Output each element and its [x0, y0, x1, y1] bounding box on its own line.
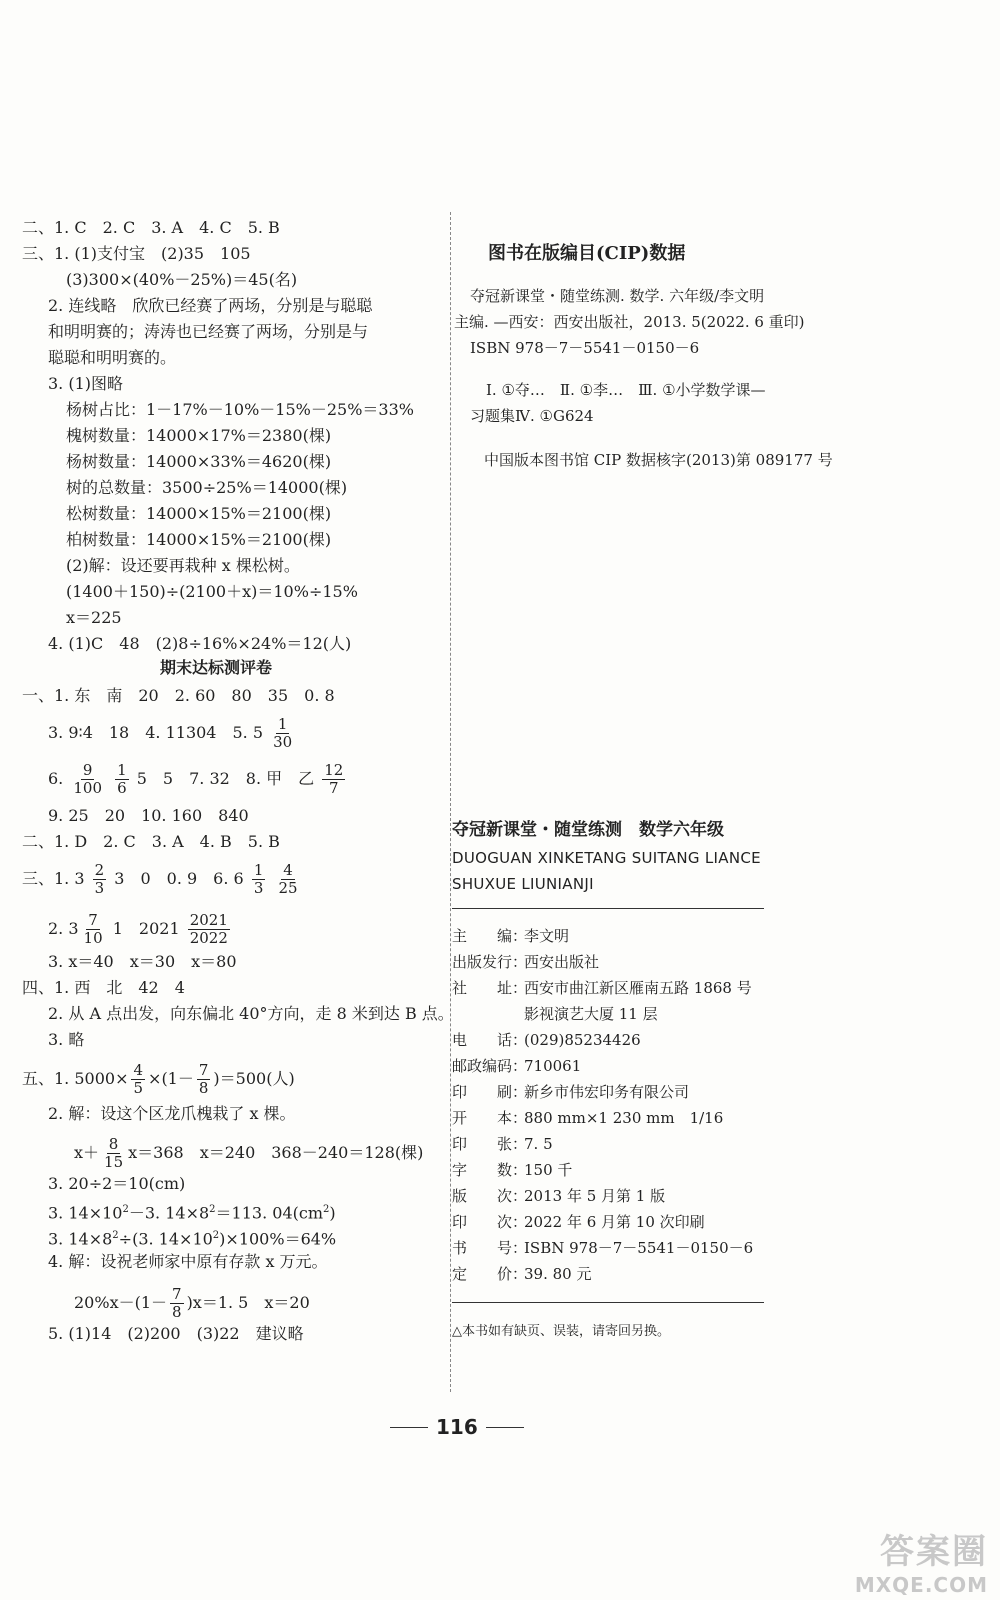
info-row: 字 数：150 千 — [452, 1161, 573, 1179]
page-number-dash — [486, 1427, 524, 1428]
book-title: 夺冠新课堂・随堂练测 数学六年级 — [452, 820, 724, 840]
answer-line: 2. 解：设这个区龙爪槐栽了 x 棵。 — [48, 1104, 296, 1123]
answer-line: 杨树数量：14000×33%＝4620(棵) — [66, 452, 332, 471]
answer-line: 3. 略 — [48, 1030, 85, 1049]
answer-line: 树的总数量：3500÷25%＝14000(棵) — [66, 478, 348, 497]
answer-line: 槐树数量：14000×17%＝2380(棵) — [66, 426, 332, 445]
divider-line — [452, 908, 764, 909]
fraction: $\frac{12}{7}$ — [324, 761, 344, 797]
info-row: 主 编：李文明 — [452, 927, 570, 945]
info-row: 印 刷：新乡市伟宏印务有限公司 — [452, 1083, 690, 1101]
answer-line: 和明明赛的；涛涛也已经赛了两场，分别是与 — [48, 322, 369, 341]
answer-line: 松树数量：14000×15%＝2100(棵) — [66, 504, 332, 523]
cip-title: 图书在版编目(CIP)数据 — [488, 243, 686, 264]
info-row: 社 址：西安市曲江新区雁南五路 1868 号 — [452, 979, 752, 997]
cip-line: 中国版本图书馆 CIP 数据核字(2013)第 089177 号 — [484, 451, 833, 469]
info-row: 定 价：39. 80 元 — [452, 1265, 592, 1283]
fraction: $\frac{7}{8}$ — [198, 1061, 209, 1097]
book-title-pinyin: SHUXUE LIUNIANJI — [452, 875, 594, 893]
answer-line: 3. 9∶4 18 4. 11304 5. 5 $\frac{1}{30}$ — [48, 715, 293, 751]
cip-line: 主编. —西安：西安出版社，2013. 5(2022. 6 重印) — [454, 313, 805, 331]
info-row: 出版发行：西安出版社 — [452, 953, 600, 971]
answer-line: 杨树占比：1－17%－10%－15%－25%＝33% — [66, 400, 414, 419]
answer-line: 9. 25 20 10. 160 840 — [48, 806, 249, 825]
answer-line: 20%x－(1－ $\frac{7}{8}$ )x＝1. 5 x＝20 — [74, 1285, 310, 1321]
answer-line: 3. $14\times 10^2-3$. $14\times 8^2=113$. $04(cm^2)$ — [48, 1203, 336, 1223]
answer-line: 四、1. 西 北 42 4 — [22, 978, 185, 997]
answer-line: 3. 20÷2＝10(cm) — [48, 1174, 186, 1193]
fraction: $\frac{1}{30}$ — [273, 715, 293, 751]
info-row: 影视演艺大厦 11 层 — [524, 1005, 658, 1023]
cip-line: Ⅰ. ①夺… Ⅱ. ①李… Ⅲ. ①小学数学课— — [486, 381, 766, 399]
answer-line: (1400＋150)÷(2100＋x)＝10%÷15% — [66, 582, 358, 601]
fraction: $\frac{4}{25}$ — [278, 861, 298, 897]
answer-line: 5. (1)14 (2)200 (3)22 建议略 — [48, 1324, 304, 1343]
info-row: 电 话：(029)85234426 — [452, 1031, 641, 1049]
answer-line: 三、1. (1)支付宝 (2)35 105 — [22, 244, 251, 263]
info-row: 版 次：2013 年 5 月第 1 版 — [452, 1187, 666, 1205]
book-title-pinyin: DUOGUAN XINKETANG SUITANG LIANCE — [452, 849, 761, 867]
fraction: $\frac{7}{10}$ — [83, 911, 103, 947]
answer-line: 2. 连线略 欣欣已经赛了两场，分别是与聪聪 — [48, 296, 373, 315]
site-watermark: 答案圈 MXQE.COM — [854, 1532, 988, 1597]
info-row: 开 本：880 mm×1 230 mm 1/16 — [452, 1109, 724, 1127]
answer-line: 4. (1)C 48 (2)8÷16%×24%＝12(人) — [48, 634, 352, 653]
info-row: 印 次：2022 年 6 月第 10 次印刷 — [452, 1213, 705, 1231]
answer-line: 三、1. 3 $\frac{2}{3}$ 3 0 0. 9 6. 6 $\frac{1}{3}$ $\frac{4}{25}$ — [22, 861, 298, 897]
answer-line: 3. (1)图略 — [48, 374, 124, 393]
fraction: $\frac{4}{5}$ — [133, 1061, 144, 1097]
fraction: $\frac{1}{6}$ — [117, 761, 127, 797]
fraction: $\frac{9}{100}$ — [73, 761, 102, 797]
answer-line: (2)解：设还要再栽种 x 棵松树。 — [66, 556, 300, 575]
answer-line: 3. x＝40 x＝30 x＝80 — [48, 952, 237, 971]
fraction: $\frac{7}{8}$ — [172, 1285, 182, 1321]
section-title: 期末达标测评卷 — [160, 658, 273, 677]
fraction: $\frac{1}{3}$ — [253, 861, 264, 897]
answer-line: 二、1. C 2. C 3. A 4. C 5. B — [22, 218, 280, 237]
answer-line: x＝225 — [66, 608, 122, 627]
cip-line: 夺冠新课堂・随堂练测. 数学. 六年级/李文明 — [470, 287, 765, 305]
answer-line: 柏树数量：14000×15%＝2100(棵) — [66, 530, 332, 549]
answer-line: x＋ $\frac{8}{15}$ x＝368 x＝240 368－240＝128(棵) — [74, 1135, 424, 1171]
page-number-dash — [390, 1427, 428, 1428]
fraction: $\frac{2021}{2022}$ — [189, 911, 228, 947]
answer-line: 6. $\frac{9}{100}$ $\frac{1}{6}$ 5 5 7. 32 8. 甲 乙 $\frac{12}{7}$ — [48, 761, 344, 797]
answer-line: 聪聪和明明赛的。 — [48, 348, 177, 367]
fraction: $\frac{2}{3}$ — [94, 861, 105, 897]
notice-text: △本书如有缺页、误装，请寄回另换。 — [452, 1324, 670, 1339]
answer-line: (3)300×(40%－25%)＝45(名) — [66, 270, 298, 289]
info-row: 邮政编码：710061 — [452, 1057, 582, 1075]
fraction: $\frac{8}{15}$ — [104, 1135, 124, 1171]
divider-line — [452, 1302, 764, 1303]
cip-line: 习题集Ⅳ. ①G624 — [470, 407, 594, 425]
answer-line: 2. 3 $\frac{7}{10}$ 1 2021 $\frac{2021}{2022}$ — [48, 911, 228, 947]
answer-line: 二、1. D 2. C 3. A 4. B 5. B — [22, 832, 280, 851]
cip-line: ISBN 978－7－5541－0150－6 — [470, 339, 700, 357]
answer-line: 2. 从 A 点出发，向东偏北 40°方向，走 8 米到达 B 点。 — [48, 1004, 454, 1023]
column-divider — [450, 212, 451, 1392]
info-row: 印 张：7. 5 — [452, 1135, 553, 1153]
answer-line: 一、1. 东 南 20 2. 60 80 35 0. 8 — [22, 686, 335, 705]
page-number: 116 — [390, 1415, 524, 1439]
answer-line: 4. 解：设祝老师家中原有存款 x 万元。 — [48, 1252, 328, 1271]
answer-line: 3. $14\times 8^2\div(3$. $14\times 10^2)\times 100\%=64\%$ — [48, 1229, 337, 1249]
answer-line: 五、1. 5000× $\frac{4}{5}$ ×(1－ $\frac{7}{8}$ )＝500(人) — [22, 1061, 295, 1097]
info-row: 书 号：ISBN 978－7－5541－0150－6 — [452, 1239, 754, 1257]
